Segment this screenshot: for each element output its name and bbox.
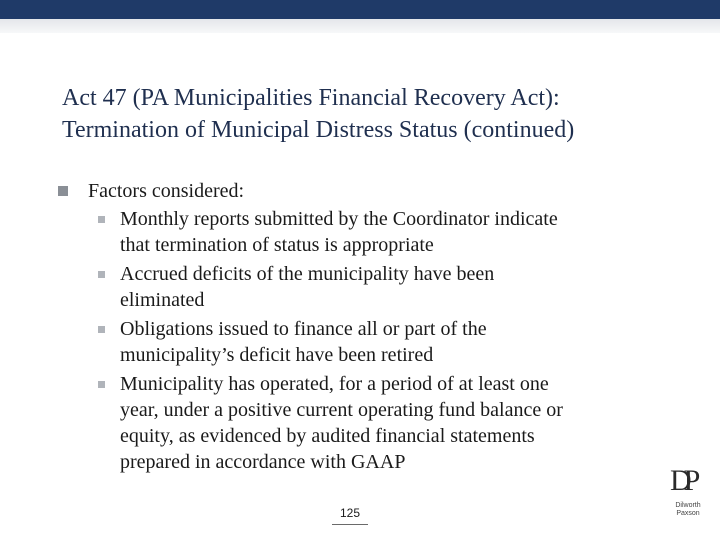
- sub-bullet-line: eliminated: [120, 289, 205, 311]
- sub-bullet-line: year, under a positive current operating fund balance or: [120, 399, 563, 421]
- sub-bullet-line: equity, as evidenced by audited financial statements: [120, 425, 535, 447]
- title-line: Act 47 (PA Municipalities Financial Recovery Act):: [62, 85, 560, 111]
- sub-bullet-line: Accrued deficits of the municipality have been: [120, 263, 495, 285]
- small-square-bullet-icon: [98, 381, 105, 388]
- slide-body: [58, 178, 678, 478]
- logo-line-1: Dilworth: [675, 502, 701, 509]
- sub-bullet-monthly-reports: [58, 206, 678, 258]
- small-square-bullet-icon: [98, 216, 105, 223]
- sub-bullet-accrued-deficits: [58, 261, 678, 313]
- bullet-text: Factors considered:: [88, 180, 245, 202]
- sub-bullet-line: municipality’s deficit have been retired: [120, 344, 434, 366]
- sub-bullet-operating-balance: [58, 371, 678, 475]
- dilworth-paxson-logo: [664, 464, 712, 524]
- top-header-bar: [0, 0, 720, 19]
- sub-bullet-line: prepared in accordance with GAAP: [120, 451, 406, 473]
- title-line: Termination of Municipal Distress Status (continued): [62, 117, 575, 143]
- bullet-factors: [58, 178, 678, 204]
- slide-title: [62, 82, 702, 146]
- page-number-underline: [332, 524, 368, 525]
- sub-bullet-list: [58, 206, 678, 475]
- square-bullet-icon: [58, 186, 68, 196]
- logo-line-2: Paxson: [676, 510, 700, 517]
- logo-mark: DP: [670, 464, 693, 497]
- small-square-bullet-icon: [98, 271, 105, 278]
- small-square-bullet-icon: [98, 326, 105, 333]
- header-gradient-band: [0, 19, 720, 33]
- sub-bullet-obligations: [58, 316, 678, 368]
- sub-bullet-line: Municipality has operated, for a period of at least one: [120, 373, 549, 395]
- sub-bullet-line: Obligations issued to finance all or part of the: [120, 318, 487, 340]
- page-number: 125: [339, 506, 361, 520]
- sub-bullet-line: that termination of status is appropriate: [120, 234, 434, 256]
- sub-bullet-line: Monthly reports submitted by the Coordinator indicate: [120, 208, 558, 230]
